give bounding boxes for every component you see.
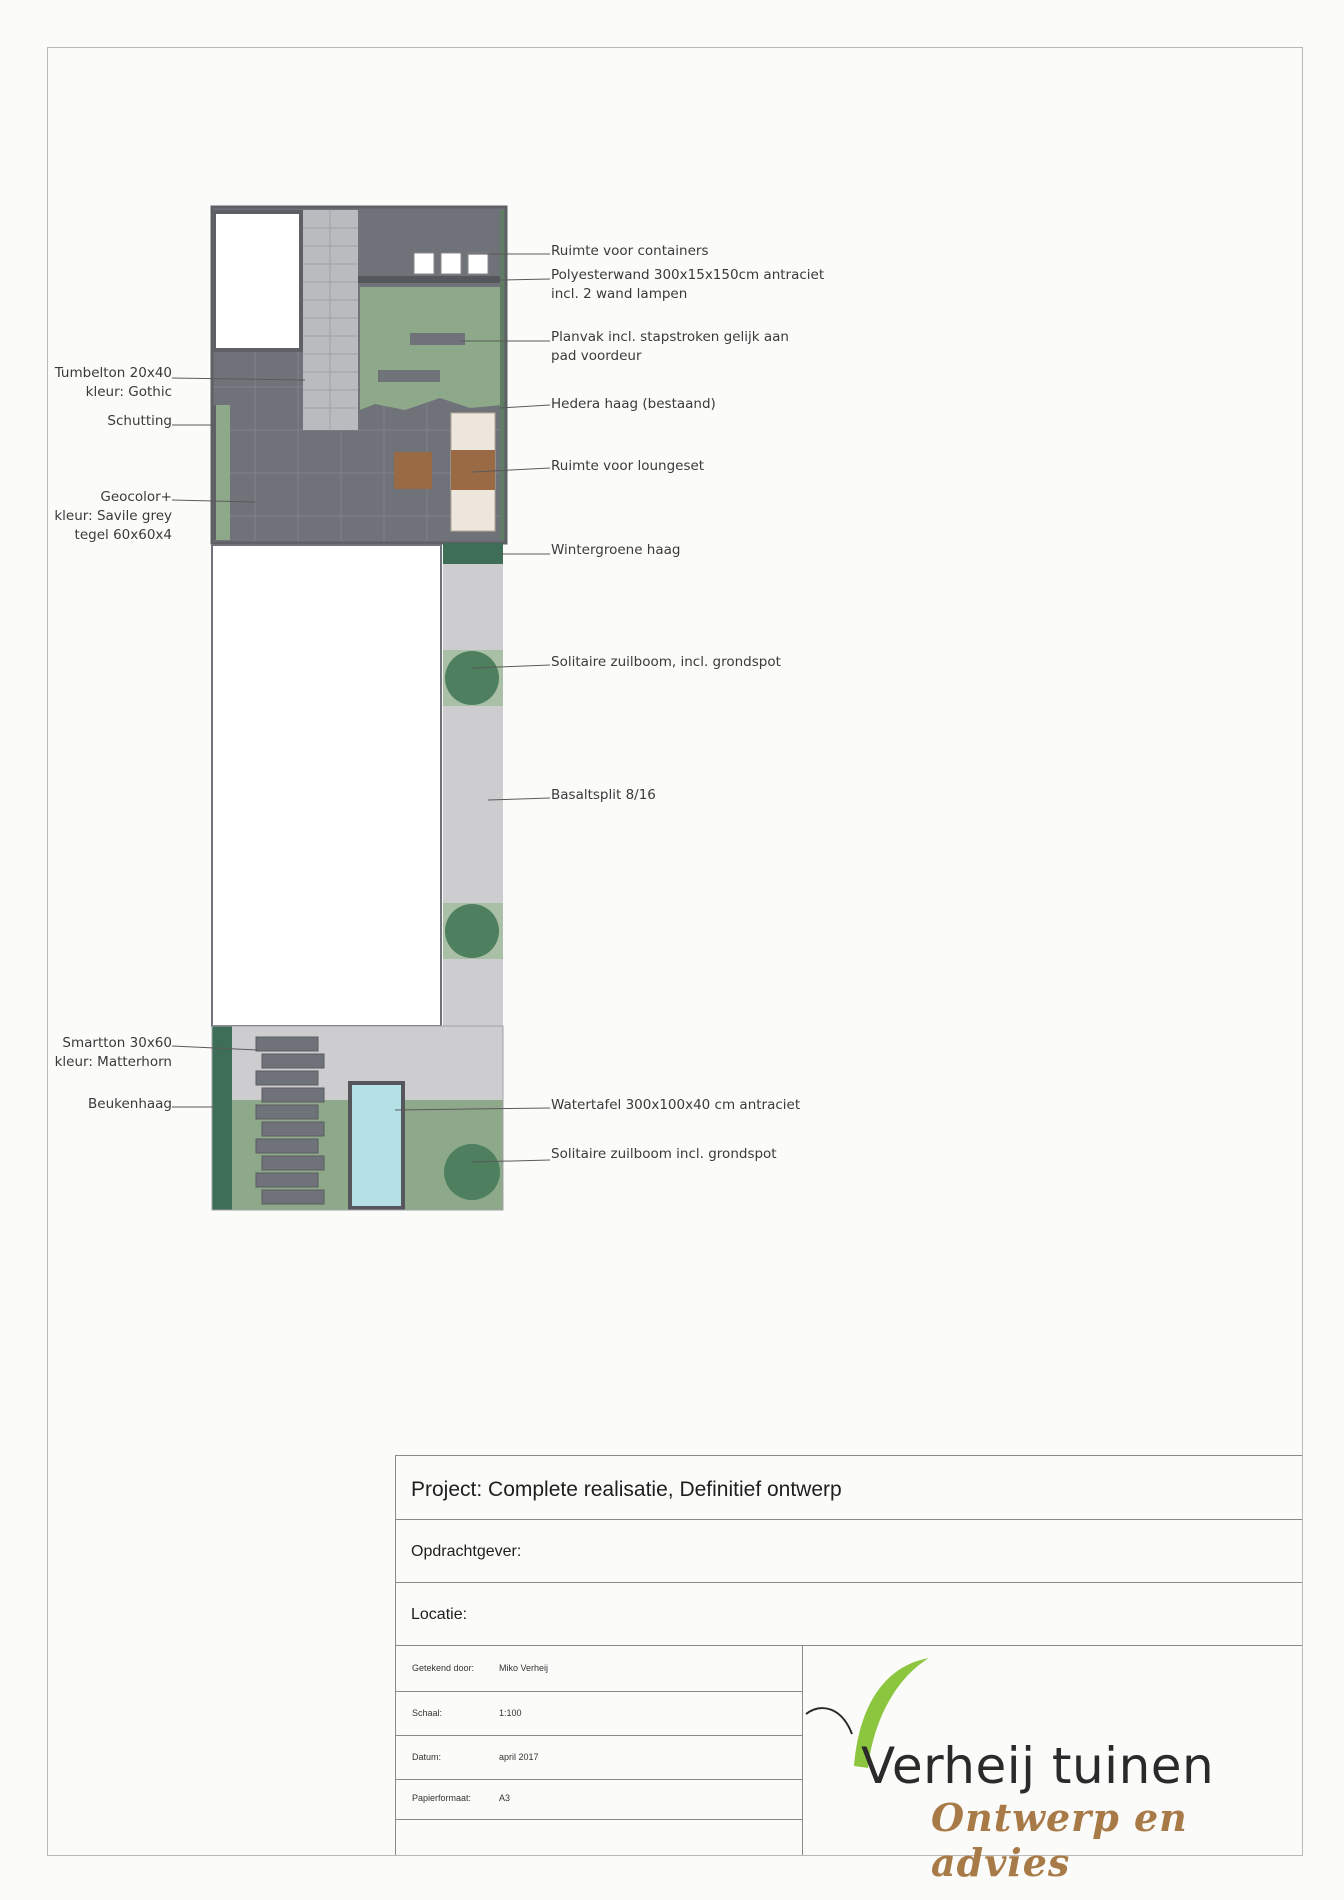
project-row [396,1456,1302,1520]
label-basalt-split: Basaltsplit 8/16 [551,787,656,803]
label-water-table: Watertafel 300x100x40 cm antraciet [551,1097,801,1113]
polyester-wall [358,276,506,283]
house [212,545,441,1026]
label-planvak: Planvak incl. stapstroken gelijk aan [551,329,789,345]
scale-value: 1:100 [499,1708,522,1718]
project-title: Project: Complete realisatie, Definitief ontwerp [411,1478,842,1501]
lounge-table [394,452,432,489]
label-planvak-2: pad voordeur [551,348,642,364]
gravel-path [443,564,503,1034]
water-table [350,1083,403,1208]
label-beech-hedge: Beukenhaag [88,1096,172,1112]
label-container-space: Ruimte voor containers [551,243,709,259]
date-value: april 2017 [499,1752,539,1762]
client-label: Opdrachtgever: [411,1543,522,1560]
beech-hedge [212,1026,232,1210]
planvak-lawn [360,287,502,410]
scale-label: Schaal: [412,1708,443,1718]
logo-tagline: Ontwerp en advies [931,1795,1188,1885]
paper-format-value: A3 [499,1793,511,1803]
paper-format-label: Papierformaat: [412,1793,472,1803]
location-label: Locatie: [411,1606,468,1623]
client-row [396,1519,1302,1583]
label-lounge-space: Ruimte voor loungeset [551,458,705,474]
label-polyester-wall-lamps: incl. 2 wand lampen [551,286,688,302]
label-geocolor-tile: tegel 60x60x4 [74,527,172,543]
label-tumbelton-color: kleur: Gothic [85,384,172,400]
label-wintergreen-hedge: Wintergroene haag [551,542,681,558]
drawn-by-label: Getekend door: [412,1663,475,1673]
label-tree-1: Solitaire zuilboom, incl. grondspot [551,654,781,670]
drawn-by-value: Miko Verheij [499,1663,549,1673]
storage-shed [214,212,301,350]
label-polyester-wall: Polyesterwand 300x15x150cm antraciet [551,267,825,283]
label-hedera-hedge: Hedera haag (bestaand) [551,396,716,412]
solitary-tree-1 [445,651,499,705]
wintergreen-hedge [443,543,503,564]
solitary-tree-3 [444,1144,500,1200]
label-geocolor-color: kleur: Savile grey [54,508,172,524]
label-fence: Schutting [107,413,172,429]
label-tumbelton: Tumbelton 20x40 [54,365,172,381]
label-smartton: Smartton 30x60 [62,1035,172,1051]
label-tree-2: Solitaire zuilboom incl. grondspot [551,1146,777,1162]
label-geocolor: Geocolor+ [100,489,172,505]
date-label: Datum: [412,1752,442,1762]
solitary-tree-2 [445,904,499,958]
logo-wordmark: Verheij tuinen [861,1737,1215,1795]
title-block [395,1455,1302,1885]
location-row [396,1582,1302,1646]
label-smartton-color: kleur: Matterhorn [54,1054,172,1070]
